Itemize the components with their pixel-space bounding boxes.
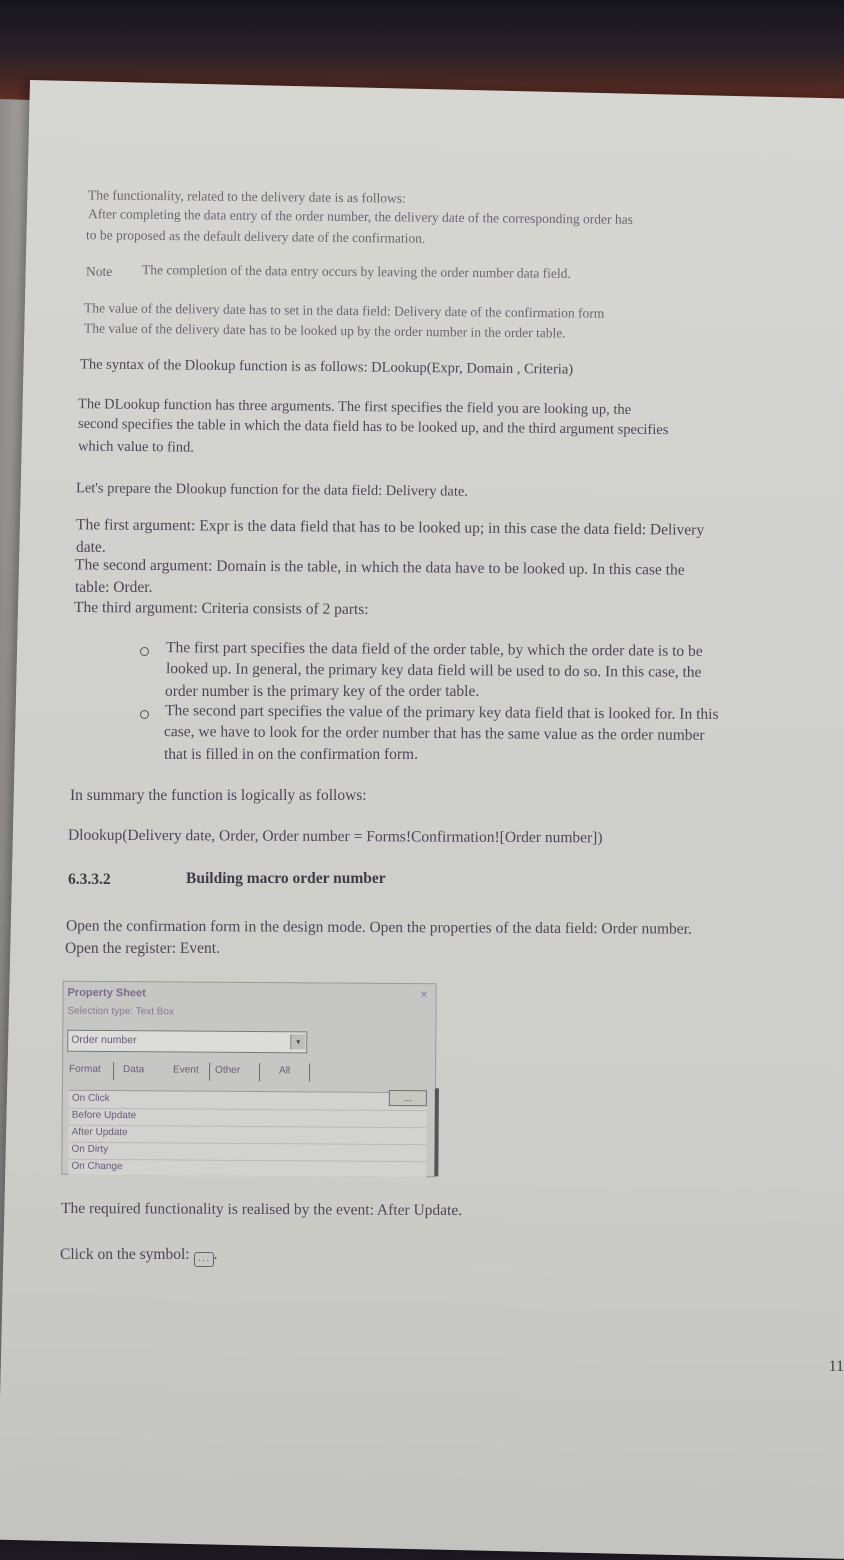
note-label: Note <box>86 262 112 282</box>
builder-button[interactable]: ... <box>389 1090 427 1106</box>
property-label: On Click <box>72 1093 110 1104</box>
property-label: After Update <box>72 1127 128 1138</box>
tab-event[interactable]: Event <box>173 1064 199 1075</box>
section-number: 6.3.3.2 <box>68 871 111 889</box>
tab-other[interactable]: Other <box>215 1065 240 1076</box>
text-line: table: Order. <box>75 578 152 598</box>
text-line: case, we have to look for the order number that has the same value as the order number <box>164 722 705 746</box>
chevron-down-icon[interactable]: ▾ <box>290 1034 305 1049</box>
text-line: The value of the delivery date has to set in the data field: Delivery date of the confirmation form <box>84 298 604 323</box>
panel-scrollbar[interactable] <box>434 1088 439 1176</box>
property-label: On Dirty <box>71 1144 108 1155</box>
section-title: Building macro order number <box>186 870 386 888</box>
text-line: The first part specifies the data field of the order table, by which the order date is to be <box>166 638 703 662</box>
text-line: The DLookup function has three arguments. The first specifies the field you are looking up, the <box>78 394 631 420</box>
tab-divider <box>113 1062 114 1080</box>
tab-format[interactable]: Format <box>69 1064 101 1075</box>
selection-type-label: Selection type: Text Box <box>67 1006 174 1018</box>
tab-divider <box>309 1063 310 1081</box>
property-label: Before Update <box>72 1110 137 1121</box>
click-symbol-period: . <box>214 1246 218 1263</box>
bullet-circle <box>140 710 149 719</box>
tab-divider <box>259 1063 260 1081</box>
text-line: After completing the data entry of the order number, the delivery date of the corresponding order has <box>88 204 633 230</box>
text-line: The third argument: Criteria consists of 2 parts: <box>74 598 369 620</box>
page-number: 11 <box>829 1358 844 1376</box>
note-text: The completion of the data entry occurs by leaving the order number data field. <box>142 260 571 284</box>
click-symbol-text: Click on the symbol: <box>60 1246 190 1263</box>
text-line: which value to find. <box>78 436 194 457</box>
text-line: to be proposed as the default delivery date of the confirmation. <box>86 225 425 249</box>
text-line: The value of the delivery date has to be looked up by the order number in the order table. <box>84 318 566 343</box>
object-select[interactable] <box>67 1030 307 1054</box>
property-row-on-change[interactable] <box>68 1159 426 1178</box>
text-line: The second part specifies the value of the primary key data field that is looked for. In this <box>165 701 719 725</box>
property-sheet-title: Property Sheet <box>68 987 146 1000</box>
text-line: second specifies the table in which the data field has to be looked up, and the third argument specifies <box>78 414 669 440</box>
bullet-circle <box>140 647 149 656</box>
text-line: Open the confirmation form in the design mode. Open the properties of the data field: Order number. <box>66 916 692 939</box>
text-line: that is filled in on the confirmation form. <box>164 745 418 765</box>
text-line: In summary the function is logically as follows: <box>70 786 367 806</box>
text-line: looked up. In general, the primary key data field will be used to do so. In this case, the <box>166 659 702 683</box>
property-sheet-panel <box>61 981 436 1178</box>
click-symbol-line <box>60 1245 217 1267</box>
text-line: date. <box>76 538 106 558</box>
builder-symbol-icon: ... <box>194 1252 214 1267</box>
text-line: The functionality, related to the delivery date is as follows: <box>88 185 406 208</box>
text-line: Open the register: Event. <box>65 939 220 959</box>
text-line: The first argument: Expr is the data field that has to be looked up; in this case the data field: Delivery <box>76 515 704 540</box>
formula-line: Dlookup(Delivery date, Order, Order number = Forms!Confirmation![Order number]) <box>68 826 603 849</box>
tab-data[interactable]: Data <box>123 1064 144 1075</box>
text-line: The second argument: Domain is the table, in which the data have to be looked up. In this case the <box>75 555 685 580</box>
tab-all[interactable]: All <box>279 1065 290 1076</box>
text-line: Let's prepare the Dlookup function for the data field: Delivery date. <box>76 478 468 501</box>
text-line: order number is the primary key of the order table. <box>165 682 479 702</box>
tab-divider <box>209 1063 210 1081</box>
syntax-line: The syntax of the Dlookup function is as follows: DLookup(Expr, Domain , Criteria) <box>80 354 573 379</box>
close-icon[interactable]: × <box>421 987 428 1001</box>
event-properties-grid <box>68 1090 427 1177</box>
text-line: The required functionality is realised by the event: After Update. <box>61 1199 462 1221</box>
object-select-value: Order number <box>71 1034 136 1046</box>
property-label: On Change <box>71 1161 122 1172</box>
